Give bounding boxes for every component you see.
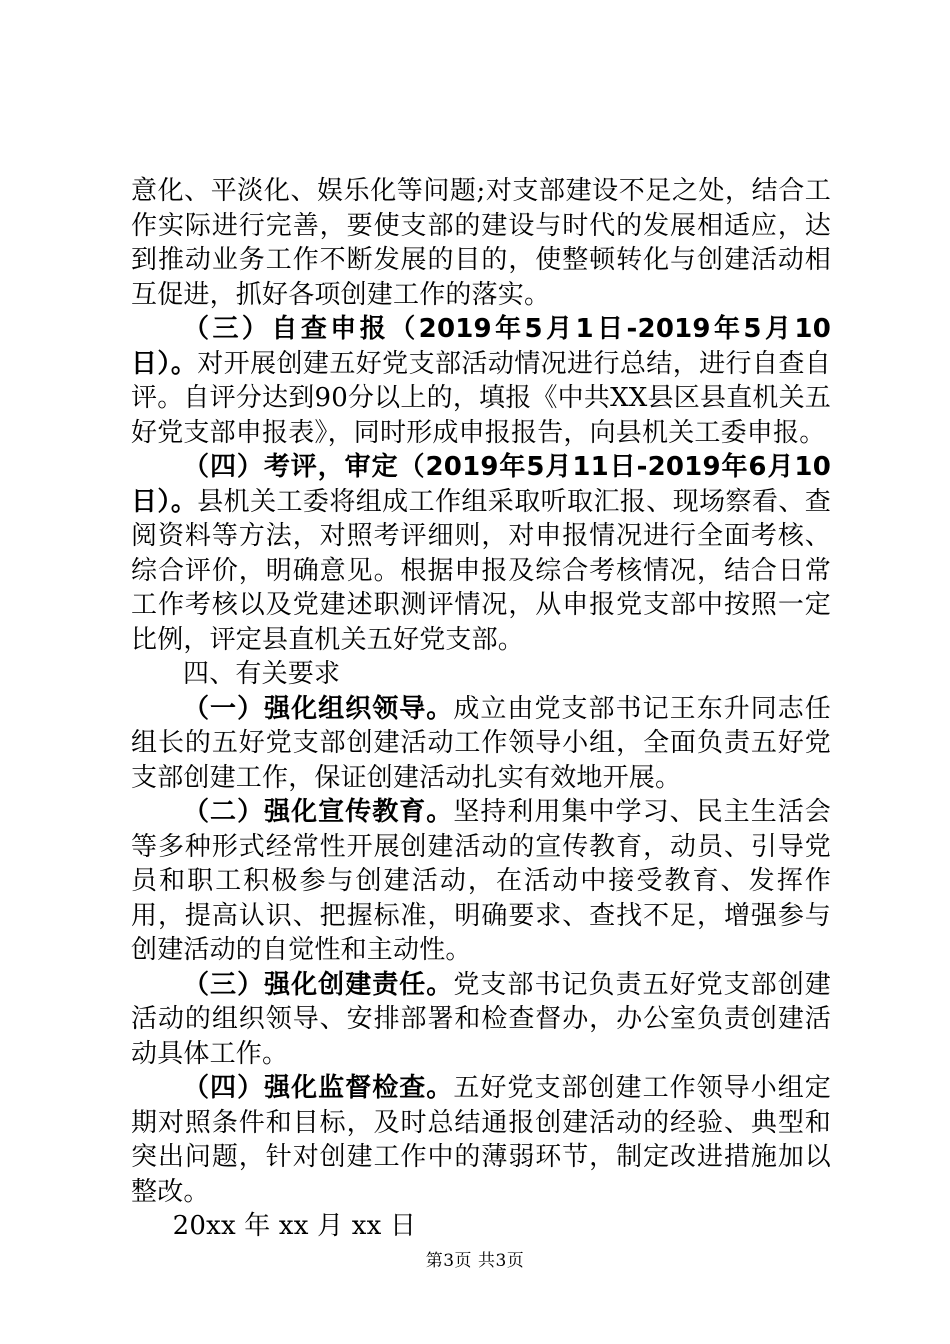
heading-self-check: （三）自查申报（2019年5月1日-2019年5月10日）。 bbox=[131, 314, 831, 379]
page-footer: 第3页 共3页 bbox=[425, 1251, 525, 1271]
heading-requirement-2: （二）强化宣传教育。 bbox=[183, 797, 454, 827]
body-evaluation: 县机关工委将组成工作组采取听取汇报、现场察看、查阅资料等方法，对照考评细则，对申报情况进行全面考核、综合评价，明确意见。根据申报及综合考核情况，结合日常工作考核以及党建述职测评情况，从申报党支部中按照一定比例，评定县直机关五好党支部。 bbox=[131, 486, 831, 655]
paragraph-requirement-3 bbox=[131, 968, 831, 1072]
document-body bbox=[131, 174, 831, 1244]
document-date: 20xx 年 xx 月 xx 日 bbox=[172, 1211, 417, 1241]
body-requirement-2: 坚持利用集中学习、民主生活会等多种形式经常性开展创建活动的宣传教育，动员、引导党员和职工积极参与创建活动，在活动中接受教育、发挥作用，提高认识、把握标准，明确要求、查找不足，增强参与创建活动的自觉性和主动性。 bbox=[131, 797, 831, 965]
paragraph-evaluation bbox=[131, 450, 831, 657]
paragraph-continuation: 意化、平淡化、娱乐化等问题;对支部建设不足之处，结合工作实际进行完善，要使支部的建设与时代的发展相适应，达到推动业务工作不断发展的目的，使整顿转化与创建活动相互促进，抓好各项创建工作的落实。 bbox=[131, 176, 831, 310]
section-title-requirements: 四、有关要求 bbox=[183, 659, 341, 689]
body-requirement-3: 党支部书记负责五好党支部创建活动的组织领导、安排部署和检查督办，办公室负责创建活动具体工作。 bbox=[131, 969, 831, 1069]
body-self-check: 对开展创建五好党支部活动情况进行总结，进行自查自评。自评分达到90分以上的，填报《中共XX县区县直机关五好党支部申报表》，同时形成申报报告，向县机关工委申报。 bbox=[131, 348, 831, 448]
heading-requirement-3: （三）强化创建责任。 bbox=[183, 969, 454, 1000]
heading-requirement-4: （四）强化监督检查。 bbox=[183, 1073, 454, 1103]
body-requirement-1: 成立由党支部书记王东升同志任组长的五好党支部创建活动工作领导小组，全面负责五好党支部创建工作，保证创建活动扎实有效地开展。 bbox=[131, 693, 831, 793]
paragraph-requirement-4 bbox=[131, 1071, 831, 1209]
heading-evaluation: （四）考评，审定（2019年5月11日-2019年6月10日）。 bbox=[131, 452, 831, 517]
heading-requirement-1: （一）强化组织领导。 bbox=[183, 693, 454, 724]
paragraph-self-check bbox=[131, 312, 831, 450]
paragraph-requirement-2 bbox=[131, 795, 831, 968]
body-requirement-4: 五好党支部创建工作领导小组定期对照条件和目标，及时总结通报创建活动的经验、典型和突出问题，针对创建工作中的薄弱环节，制定改进措施加以整改。 bbox=[131, 1073, 831, 1207]
paragraph-requirement-1 bbox=[131, 692, 831, 796]
